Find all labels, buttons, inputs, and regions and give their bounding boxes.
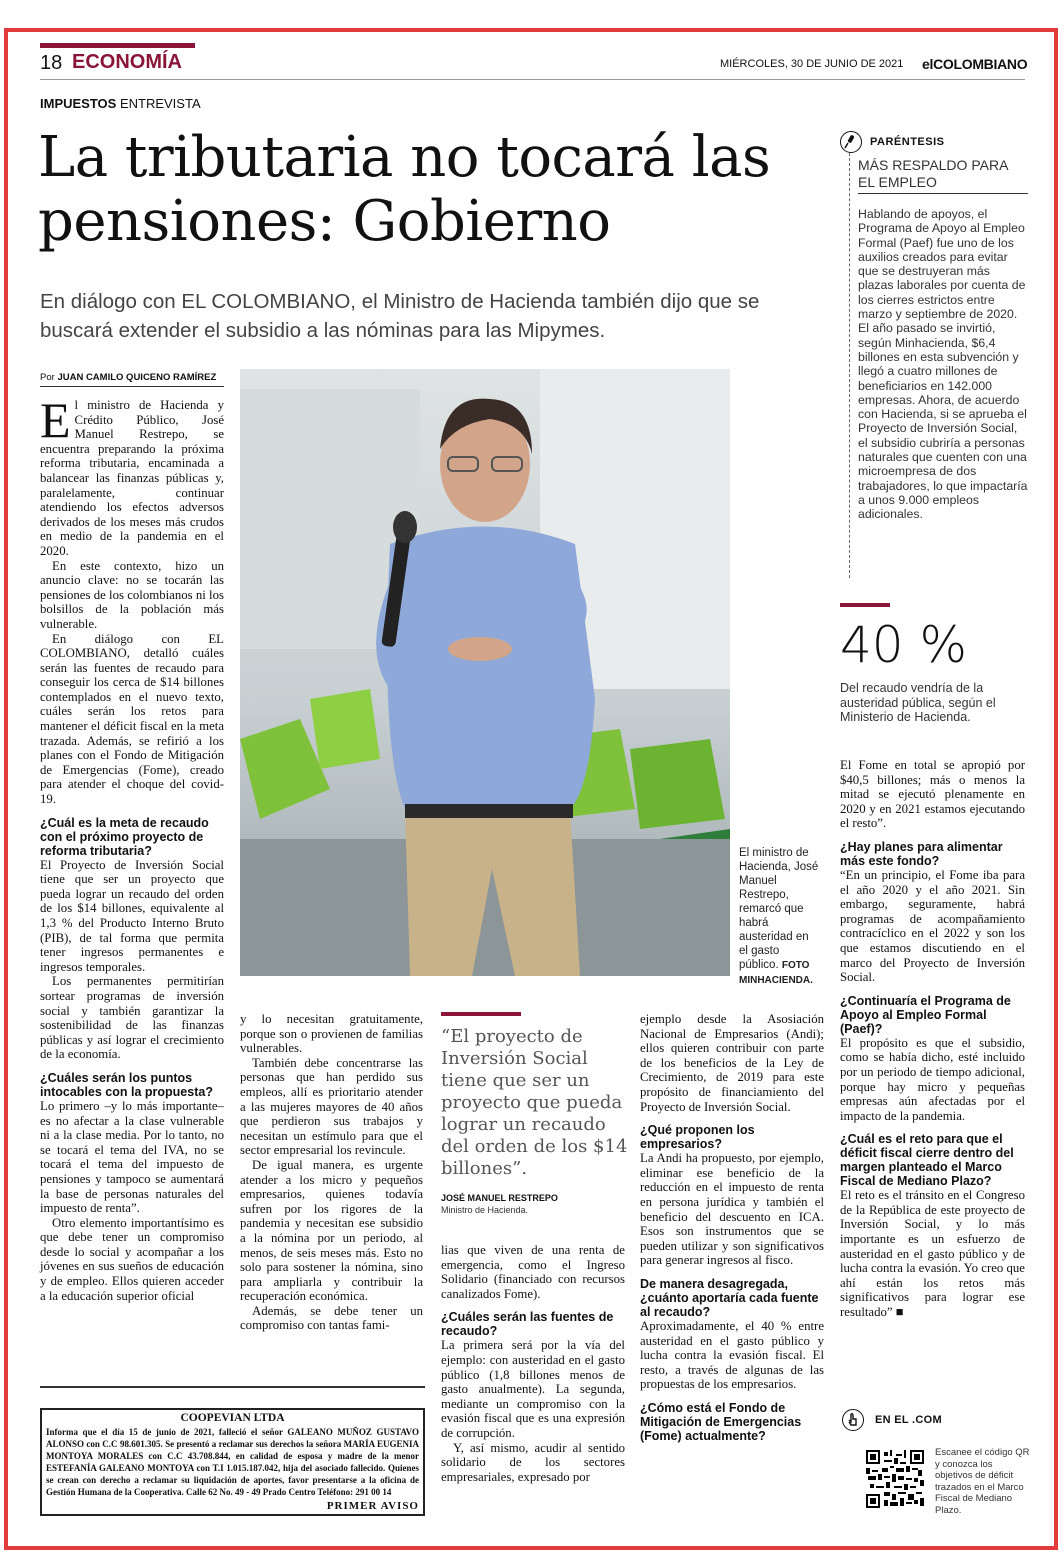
answer: La Andi ha propuesto, por ejemplo, eliminar ese beneficio de la reducción en el impuesto de renta en persona jurídica y también el beneficio del descuento en ICA. Esos son instrumentos que se pueden utilizar y son significativos para generar ingresos al fisco. [640,1151,824,1268]
photo-credit: FOTO MINHACIENDA. [739,960,813,986]
kicker-type: ENTREVISTA [116,96,201,111]
question: ¿Hay planes para alimentar más este fondo? [840,839,1003,868]
paragraph: El Fome en total se apropió por $40,5 billones; más o menos la mitad se ejecutó plenamente en 2020 y en 2021 estamos ejecutando el resto”. [840,758,1025,831]
click-icon [842,1409,864,1431]
article-column-2 [240,1012,423,1333]
paragraph: En este contexto, hizo un anuncio clave: no se tocarán las pensiones de los colombianos ni los bolsillos de la población más vulnerable. [40,558,224,631]
answer: El reto es el tránsito en el Congreso de la República de este proyecto de Inversión Social, y lo más importante es un esfuerzo de austeridad en el gasto público y de lucha contra la evasión. Yo creo que ahí están los retos más significativos para lograr ese resultado” ■ [840,1188,1025,1320]
quote-author: JOSÉ MANUEL RESTREPO [441,1193,558,1203]
question: ¿Cómo está el Fondo de Mitigación de Emergencias (Fome) actualmente? [640,1400,802,1443]
deck: En diálogo con EL COLOMBIANO, el Ministro de Hacienda también dijo que se buscará extender el subsidio a las nóminas para las Mipymes. [40,290,760,342]
byline: Por JUAN CAMILO QUICENO RAMÍREZ [40,372,224,387]
paragraph: Los permanentes permitirían sortear programas de inversión social y también garantizar la sostenibilidad de las finanzas públicas y así lograr el crecimiento de la economía. [40,974,224,1062]
ad-divider [40,1386,425,1388]
question: De manera desagregada, ¿cuánto aportaría cada fuente al recaudo? [640,1276,819,1319]
article-column-4 [640,1012,824,1443]
qr-description: Escanee el código QR y conozca los objetivos de déficit trazados en el Marco Fiscal de Mediano Plazo. [935,1447,1030,1516]
stat-description: Del recaudo vendría de la austeridad pública, según el Ministerio de Hacienda. [840,681,996,724]
question: ¿Continuaría el Programa de Apoyo al Empleo Formal (Paef)? [840,993,1011,1036]
paragraph: y lo necesitan gratuitamente, porque son o provienen de familias vulnerables. [240,1012,423,1056]
issue-date: MIÉRCOLES, 30 DE JUNIO DE 2021 [720,58,904,70]
photo-caption: El ministro de Hacienda, José Manuel Restrepo, remarcó que habrá austeridad en el gasto público. FOTO MINHACIENDA. [739,847,819,986]
answer: El Proyecto de Inversión Social tiene que ser un proyecto que pueda lograr un recaudo del orden de los $14 billones, equivalente al 1,3 % del Producto Interno Bruto (PIB), de tal forma que permita tener ingresos permanentes e ingresos temporales. [40,857,224,974]
section-rule [40,43,195,48]
paragraph: De igual manera, es urgente atender a los micro y pequeños empresarios, quienes todavía sufren por los rigores de la pandemia y necesitan ese subsidio a la nómina por un periodo, al menos, de seis meses más. Esto no solo para sostener la nómina, sino para ampliarla y contribuir la recuperación económica. [240,1157,423,1304]
paragraph: ejemplo desde la Asosiación Nacional de Empresarios (Andi); ellos quieren contribuir con parte de los beneficios de la Ley de Crecimiento, de 2019 para este propósito de financiamiento del Proyecto de Inversión Social. [640,1012,824,1114]
microphone-icon [840,131,862,153]
question: ¿Qué proponen los empresarios? [640,1123,755,1152]
answer: El propósito es que el subsidio, como se había dicho, esté incluido por un periodo de tiempo adicional, porque hay micro y pequeñas empresas aún afectadas por el impacto de la pandemia. [840,1035,1025,1123]
photo-illustration [240,369,730,976]
paragraph: También debe concentrarse las personas que han perdido sus empleos, allí es prioritario atender a las mujeres mayores de 40 años que perdieron sus trabajos y necesitan un estímulo para que el sector empresarial los revincule. [240,1055,423,1158]
newspaper-brand: elCOLOMBIANO [922,56,1028,72]
sidebar-subtitle: MÁS RESPALDO PARA EL EMPLEO [858,157,1028,194]
answer: “En un principio, el Fome iba para el año 2020 y el año 2021. Sin embargo, seguramente, habrá programas de acompañamiento contracíclico en el 2022 y son los que estamos discutiendo en el marco del Proyecto de Inversión Social. [840,867,1025,985]
question: ¿Cuáles serán los puntos intocables con la propuesta? [40,1070,213,1099]
minister-photo [240,369,730,976]
paragraph: En diálogo con EL COLOMBIANO, detalló cuáles serán las fuentes de recaudo para conseguir los cerca de $14 billones contemplados en el nuevo texto, cuáles serán los retos para mantener el déficit fiscal en la meta trazada. Además, se refirió a los planes con el Fondo de Mitigación de Emergencias (Fome), creado para atender el choque del covid-19. [40,631,224,807]
paragraph: Además, se debe tener un compromiso con tantas fami- [240,1303,423,1333]
ad-body: Informa que el día 15 de junio de 2021, falleció el señor GALEANO MUÑOZ GUSTAVO ALONSO con C.C 98.601.305. Se presentó a reclamar sus derechos la señora MARÍA EUGENIA MONTOYA MORALES con C.C 43.708.844, en calidad de esposa y madre de la menor ESTEFANÍA GALEANO MONTOYA con T.I 1.015.187.042, hija del asociado fallecido. Quienes se crean con derecho a reclamar su liquidación de aportes, favor presentarse a la oficina de Gestión Humana de la Cooperativa. Calle 62 No. 49 - 49 Prado Centro Teléfono: 291 00 14 [46,1427,419,1497]
question: ¿Cuál es el reto para que el déficit fiscal cierre dentro del margen planteado el Marco Fiscal de Mediano Plazo? [840,1132,1014,1189]
stat-number: 40 % [840,616,968,674]
pull-quote: “El proyecto de Inversión Social tiene que ser un proyecto que pueda lograr un recaudo del orden de los $14 billones”. [441,1026,628,1179]
ad-title: COOPEVIAN LTDA [180,1412,285,1424]
qr-code[interactable] [866,1450,924,1508]
classified-ad [40,1408,425,1516]
paragraph: lias que viven de una renta de emergencia, como el Ingreso Solidario (financiado con recursos canalizados Fome). [441,1243,625,1301]
question: ¿Cuál es la meta de recaudo con el próximo proyecto de reforma tributaria? [40,815,209,858]
kicker [40,96,201,111]
quote-rule [441,1012,521,1016]
header-divider [40,79,1025,80]
question: ¿Cuáles serán las fuentes de recaudo? [441,1310,614,1339]
kicker-topic: IMPUESTOS [40,96,117,111]
sidebar-body: Hablando de apoyos, el Programa de Apoyo al Empleo Formal (Paef) fue uno de los auxilios creados para evitar que se destruyeran más plazas laborales por cuenta de los cierres estrictos entre marzo y septiembre de 2020. El año pasado se invirtió, según Minhacienda, $6,4 billones en esta subvención y llegó a cuatro millones de beneficiarios en 142.000 empresas. Ahora, de acuerdo con Hacienda, si se aprueba el Proyecto de Inversión Social, el subsidio cubriría a personas naturales que cuenten con una microempresa de dos trabajadores, lo que impactaría a unos 9.000 empleos adicionales. [858,207,1028,522]
stat-rule [840,603,890,607]
paragraph: El ministro de Hacienda y Crédito Público, José Manuel Restrepo, se encuentra preparando la próxima reforma tributaria, encaminada a balancear las finanzas públicas y, paralelamente, continuar atendiendo los efectos adversos derivados de los meses más crudos en medio de la pandemia en el 2020. [40,392,224,558]
section-name: ECONOMÍA [72,51,182,73]
online-label: EN EL .COM [875,1414,942,1426]
answer: La primera será por la vía del ejemplo: con austeridad en el gasto público (1,8 billones menos de gasto anualmente). La segunda, mediante un compromiso con la evasión fiscal que es una expresión de corrupción. [441,1338,625,1440]
answer: Aproximadamente, el 40 % entre austeridad en el gasto público y lucha contra la evasión fiscal. El resto, a través de algunas de las propuestas de los empresarios. [640,1318,824,1392]
quote-role: Ministro de Hacienda. [441,1205,529,1215]
article-column-1 [40,392,224,1303]
ad-footer: PRIMER AVISO [326,1500,419,1512]
drop-cap: E [40,392,71,448]
paragraph: Y, así mismo, acudir al sentido solidario de los sectores empresariales, expresado por [441,1440,625,1484]
article-column-5 [840,758,1025,1320]
paragraph: Otro elemento importantísimo es que debe tener un compromiso desde lo social y acompañar a los jóvenes en sus sueños de educación y de empleo. Ellos quieren acceder a la educación superior oficial [40,1215,224,1303]
headline: La tributaria no tocará las pensiones: Gobierno [38,125,771,254]
article-column-3 [441,1243,625,1484]
byline-author: JUAN CAMILO QUICENO RAMÍREZ [57,372,217,383]
page-number: 18 [40,52,63,74]
sidebar-label: PARÉNTESIS [870,136,945,148]
answer: Lo primero –y lo más importante– es no afectar a la clase vulnerable ni a la clase media. Por lo tanto, no se tocará el tema del IVA, no se tocará el tema del impuesto de pensiones y tampoco se aumentará la base de personas naturales del impuesto de renta”. [40,1098,224,1216]
